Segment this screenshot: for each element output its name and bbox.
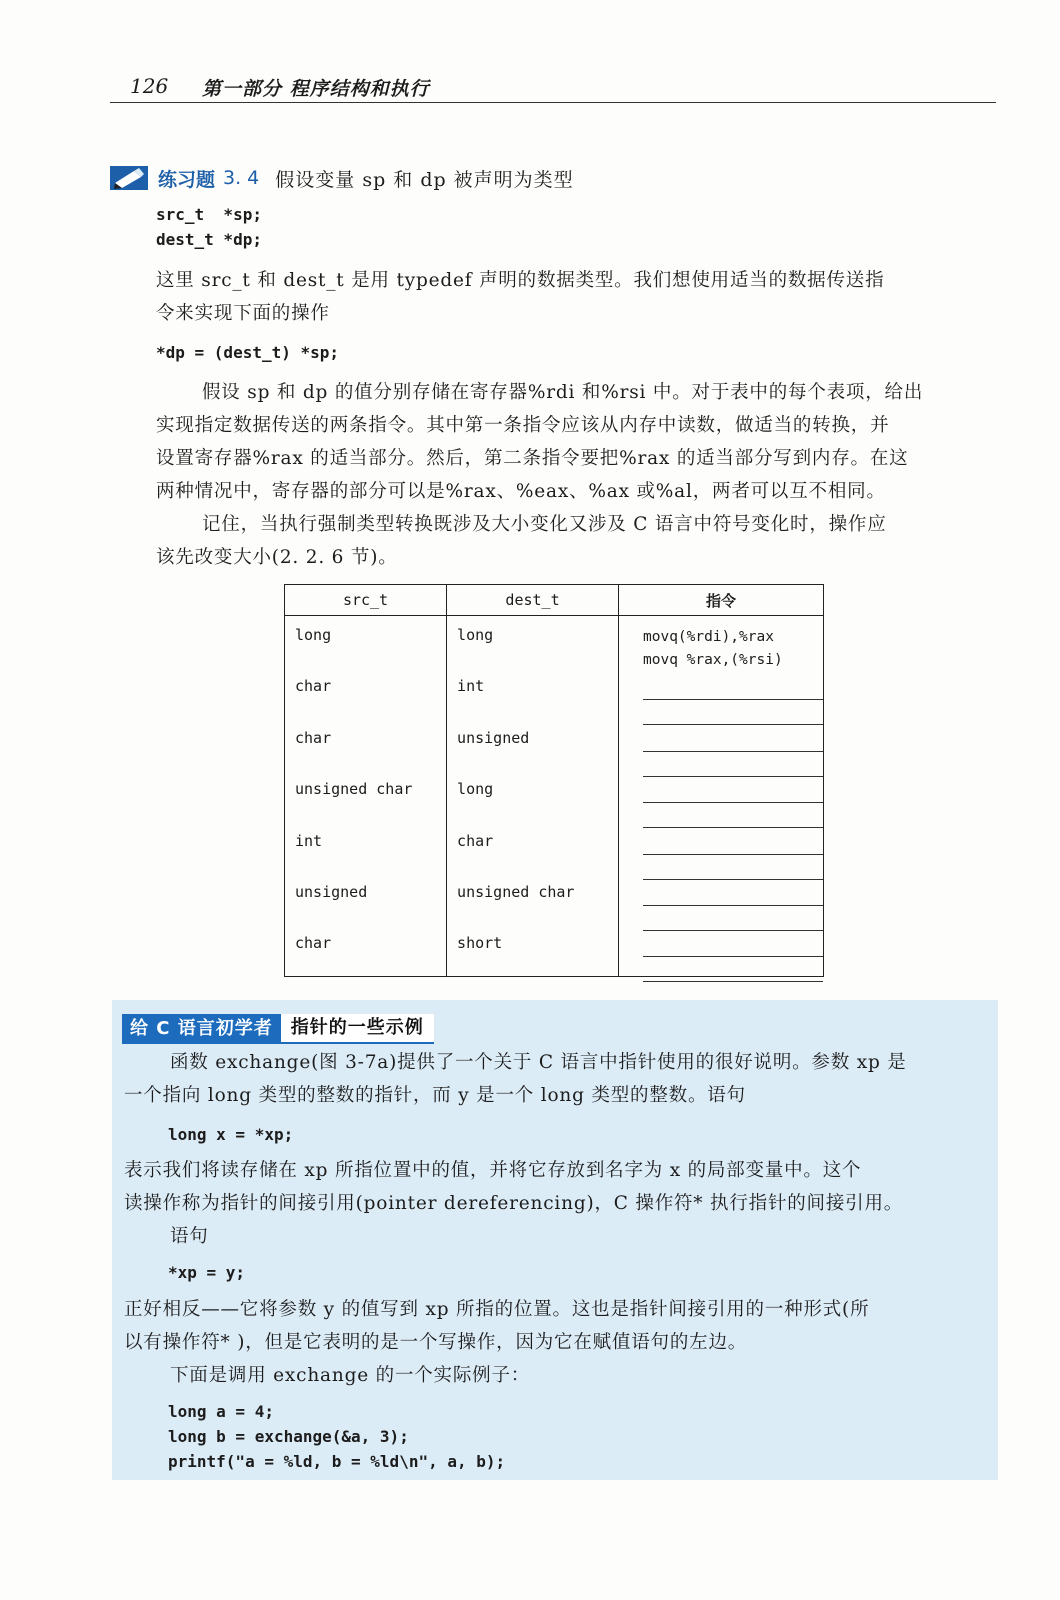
running-header bbox=[110, 72, 996, 103]
aside-heading bbox=[122, 1014, 434, 1044]
src-cell: char bbox=[295, 728, 332, 747]
header-src: src_t bbox=[285, 585, 447, 616]
code-line: printf("a = %ld, b = %ld\n", a, b); bbox=[168, 1452, 506, 1471]
text-line: 记住，当执行强制类型转换既涉及大小变化又涉及 C 语言中符号变化时，操作应 bbox=[202, 514, 887, 535]
code-line: dest_t *dp; bbox=[156, 230, 262, 249]
text-line: 函数 exchange(图 3-7a)提供了一个关于 C 语言中指针使用的很好说明。参数 xp 是 bbox=[170, 1052, 907, 1073]
dest-cell: int bbox=[457, 677, 485, 696]
aside-paragraph-2 bbox=[124, 1154, 994, 1253]
text-line: 以有操作符* )，但是它表明的是一个写操作，因为它在赋值语句的左边。 bbox=[124, 1332, 748, 1353]
text-line: 该先改变大小(2. 2. 6 节)。 bbox=[156, 547, 398, 568]
aside-paragraph-3 bbox=[124, 1293, 994, 1392]
src-cell: char bbox=[295, 934, 332, 953]
instruction-cell bbox=[643, 719, 823, 770]
dest-cell: char bbox=[457, 831, 494, 850]
aside-paragraph-1 bbox=[124, 1046, 994, 1112]
answer-blank[interactable] bbox=[643, 751, 823, 753]
instruction-column bbox=[619, 616, 824, 977]
header-instructions: 指令 bbox=[619, 585, 824, 616]
instruction-cell bbox=[643, 667, 823, 718]
text-line: 读操作称为指针的间接引用(pointer dereferencing)，C 操作符* 执行指针的间接引用。 bbox=[124, 1193, 904, 1214]
src-cell: int bbox=[295, 831, 323, 850]
src-cell: unsigned bbox=[295, 882, 368, 901]
answer-blank[interactable] bbox=[643, 956, 823, 958]
dest-cell: short bbox=[457, 934, 503, 953]
aside-title: 指针的一些示例 bbox=[281, 1014, 434, 1044]
paragraph-2 bbox=[156, 376, 998, 574]
instruction-line: movq(%rdi),%rax bbox=[643, 629, 774, 645]
pencil-icon bbox=[110, 166, 148, 190]
paragraph-1 bbox=[156, 264, 996, 330]
answer-blank[interactable] bbox=[643, 699, 823, 701]
text-line: 下面是调用 exchange 的一个实际例子： bbox=[170, 1365, 531, 1386]
code-line: long b = exchange(&a, 3); bbox=[168, 1427, 409, 1446]
answer-blank[interactable] bbox=[643, 905, 823, 907]
instruction-line: movq %rax,(%rsi) bbox=[643, 652, 783, 668]
aside-code-1: long x = *xp; bbox=[168, 1125, 294, 1144]
text-line: 两种情况中，寄存器的部分可以是%rax、%eax、%ax 或%al，两者可以互不相同。 bbox=[156, 481, 886, 502]
page-number: 126 bbox=[130, 74, 169, 98]
text-line: 表示我们将读存储在 xp 所指位置中的值，并将它存放到名字为 x 的局部变量中。这个 bbox=[124, 1160, 862, 1181]
instruction-cell bbox=[643, 873, 823, 924]
text-line: 假设 sp 和 dp 的值分别存储在寄存器%rdi 和%rsi 中。对于表中的每个表项，给出 bbox=[202, 382, 924, 403]
answer-blank[interactable] bbox=[643, 854, 823, 856]
header-dest: dest_t bbox=[447, 585, 619, 616]
conversion-table bbox=[284, 584, 824, 977]
src-cell: long bbox=[295, 626, 332, 644]
chapter-title: 第一部分 程序结构和执行 bbox=[202, 78, 430, 100]
instruction-cell bbox=[643, 822, 823, 873]
exercise-number: 3. 4 bbox=[223, 167, 260, 189]
instruction-cell bbox=[643, 616, 823, 667]
text-line: 语句 bbox=[170, 1226, 209, 1247]
exercise-intro: 假设变量 sp 和 dp 被声明为类型 bbox=[275, 168, 574, 191]
text-line: 这里 src_t 和 dest_t 是用 typedef 声明的数据类型。我们想使用适当的数据传送指 bbox=[156, 270, 885, 291]
text-line: 一个指向 long 类型的整数的指针，而 y 是一个 long 类型的整数。语句 bbox=[124, 1085, 746, 1106]
instruction-cell bbox=[643, 770, 823, 821]
text-line: 实现指定数据传送的两条指令。其中第一条指令应该从内存中读数，做适当的转换，并 bbox=[156, 415, 890, 436]
table-header-row bbox=[285, 585, 824, 616]
instruction-cell bbox=[643, 924, 823, 975]
dest-cell: long bbox=[457, 780, 494, 799]
text-line: 设置寄存器%rax 的适当部分。然后，第二条指令要把%rax 的适当部分写到内存。在这 bbox=[156, 448, 909, 469]
operation-code: *dp = (dest_t) *sp; bbox=[156, 343, 340, 362]
src-cell: char bbox=[295, 677, 332, 696]
code-line: src_t *sp; bbox=[156, 205, 262, 224]
aside-code-2: *xp = y; bbox=[168, 1263, 246, 1282]
aside-code-3 bbox=[168, 1399, 505, 1474]
declaration-code bbox=[156, 202, 262, 252]
text-line: 正好相反——它将参数 y 的值写到 xp 所指的位置。这也是指针间接引用的一种形式(所 bbox=[124, 1299, 870, 1320]
dest-column bbox=[447, 616, 619, 977]
exercise-label: 练习题 bbox=[158, 168, 216, 191]
src-cell: unsigned char bbox=[295, 780, 413, 799]
beginner-aside bbox=[112, 1000, 998, 1480]
text-line: 令来实现下面的操作 bbox=[156, 303, 330, 324]
aside-tag: 给 C 语言初学者 bbox=[122, 1014, 281, 1044]
dest-cell: unsigned bbox=[457, 728, 530, 747]
code-line: long a = 4; bbox=[168, 1402, 274, 1421]
answer-blank[interactable] bbox=[643, 802, 823, 804]
src-column bbox=[285, 616, 447, 977]
answer-blank[interactable] bbox=[643, 981, 823, 983]
exercise-heading bbox=[110, 163, 574, 193]
dest-cell: long bbox=[457, 626, 494, 644]
dest-cell: unsigned char bbox=[457, 882, 575, 901]
